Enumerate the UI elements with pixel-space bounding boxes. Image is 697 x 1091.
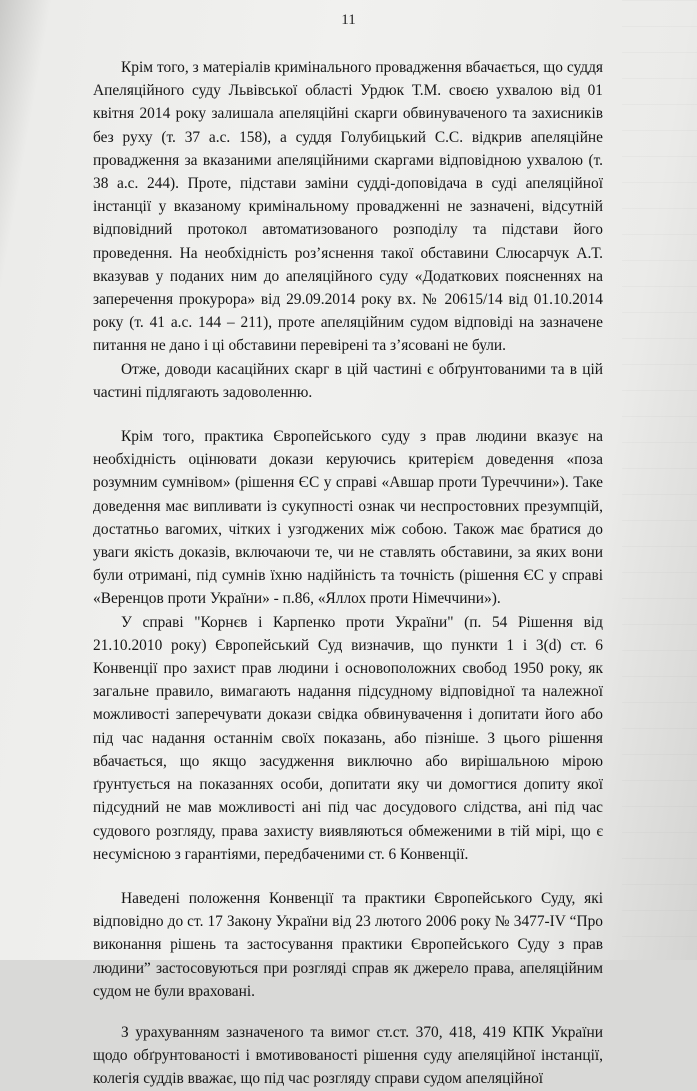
paragraph-echr-practice: Крім того, практика Європейського суду з прав людини вказує на необхідність оцінювати докази керуючись критерієм доведення «поза розумним сумнівом» (рішення ЄС у справі «Авшар проти Туреччини»). Таке доведення має випливати із сукупності ознак чи неспростовних презумпцій, достатньо вагомих, чітких і узгоджених між собою. Також має братися до уваги якість доказів, включаючи те, чи не ставлять обставини, за яких вони були отримані, під сумнів їхню надійність та точність (рішення ЄС у справі «Веренцов проти України» - п.86, «Яллох проти Німеччини»). [93,428,603,608]
paragraph-conclusion: Отже, доводи касаційних скарг в цій частині є обґрунтованими та в цій частині підлягають задоволенню. [93,360,603,401]
document-body [93,56,603,1091]
paragraph-judge-replacement: Крім того, з матеріалів кримінального провадження вбачається, що суддя Апеляційного суду Львівської області Урдюк Т.М. своєю ухвалою від 01 квітня 2014 року залишала апеляційні скарги обвинуваченого та захисників без руху (т. 37 а.с. 158), а суддя Голубицький С.С. відкрив апеляційне провадження за вказаними апеляційними скаргами відповідною ухвалою (т. 38 а.с. 244). Проте, підстави заміни судді-доповідача в суді апеляційної інстанції у вказаному кримінальному провадженні не зазначені, відсутній відповідний протокол автоматизованого розподілу та підстави його проведення. На необхідність роз’яснення такої обставини Слюсарчук А.Т. вказував у поданих ним до апеляційного суду «Додаткових поясненнях на заперечення прокурора» від 29.09.2014 року вх. № 20615/14 від 01.10.2014 року (т. 41 а.с. 144 – 211), проте апеляційним судом відповіді на зазначене питання не дано і ці обставини перевірені та з’ясовані не були. [93,59,603,355]
paragraph-panel-opinion: З урахуванням зазначеного та вимог ст.ст. 370, 418, 419 КПК України щодо обґрунтованості і вмотивованості рішення суду апеляційної інстанції, колегія суддів вважає, що під час розгляду справи судом апеляційної [93,1023,603,1088]
paragraph-kornev-case: У справі "Корнєв і Карпенко проти України" (п. 54 Рішення від 21.10.2010 року) Європейський Суд визначив, що пункти 1 і 3(d) ст. 6 Конвенції про захист прав людини і основоположних свобод 1950 року, як загальне правило, вимагають надання підсудному відповідної та належної можливості заперечувати докази свідка обвинувачення і допитати його або під час надання останнім своїх показань, або пізніше. З цього рішення вбачається, що якщо засудження виключно або вирішальною мірою ґрунтується на показаннях особи, допитати яку чи домогтися допиту якої підсудний не мав можливості ані під час досудового слідства, ані під час судового розгляду, права захисту виявляються обмеженими в тій мірі, що є несумісною з гарантіями, передбаченими ст. 6 Конвенції. [93,613,603,863]
paragraph-convention-provisions: Наведені положення Конвенції та практики Європейського Суду, які відповідно до ст. 17 Закону України від 23 лютого 2006 року № 3477-IV “Про виконання рішень та застосування практики Європейського Суду з прав людини” застосовуються при розгляді справ як джерело права, апеляційним судом не були враховані. [93,889,603,1000]
page-number: 11 [341,12,356,28]
bleed-through-texture [622,0,697,960]
